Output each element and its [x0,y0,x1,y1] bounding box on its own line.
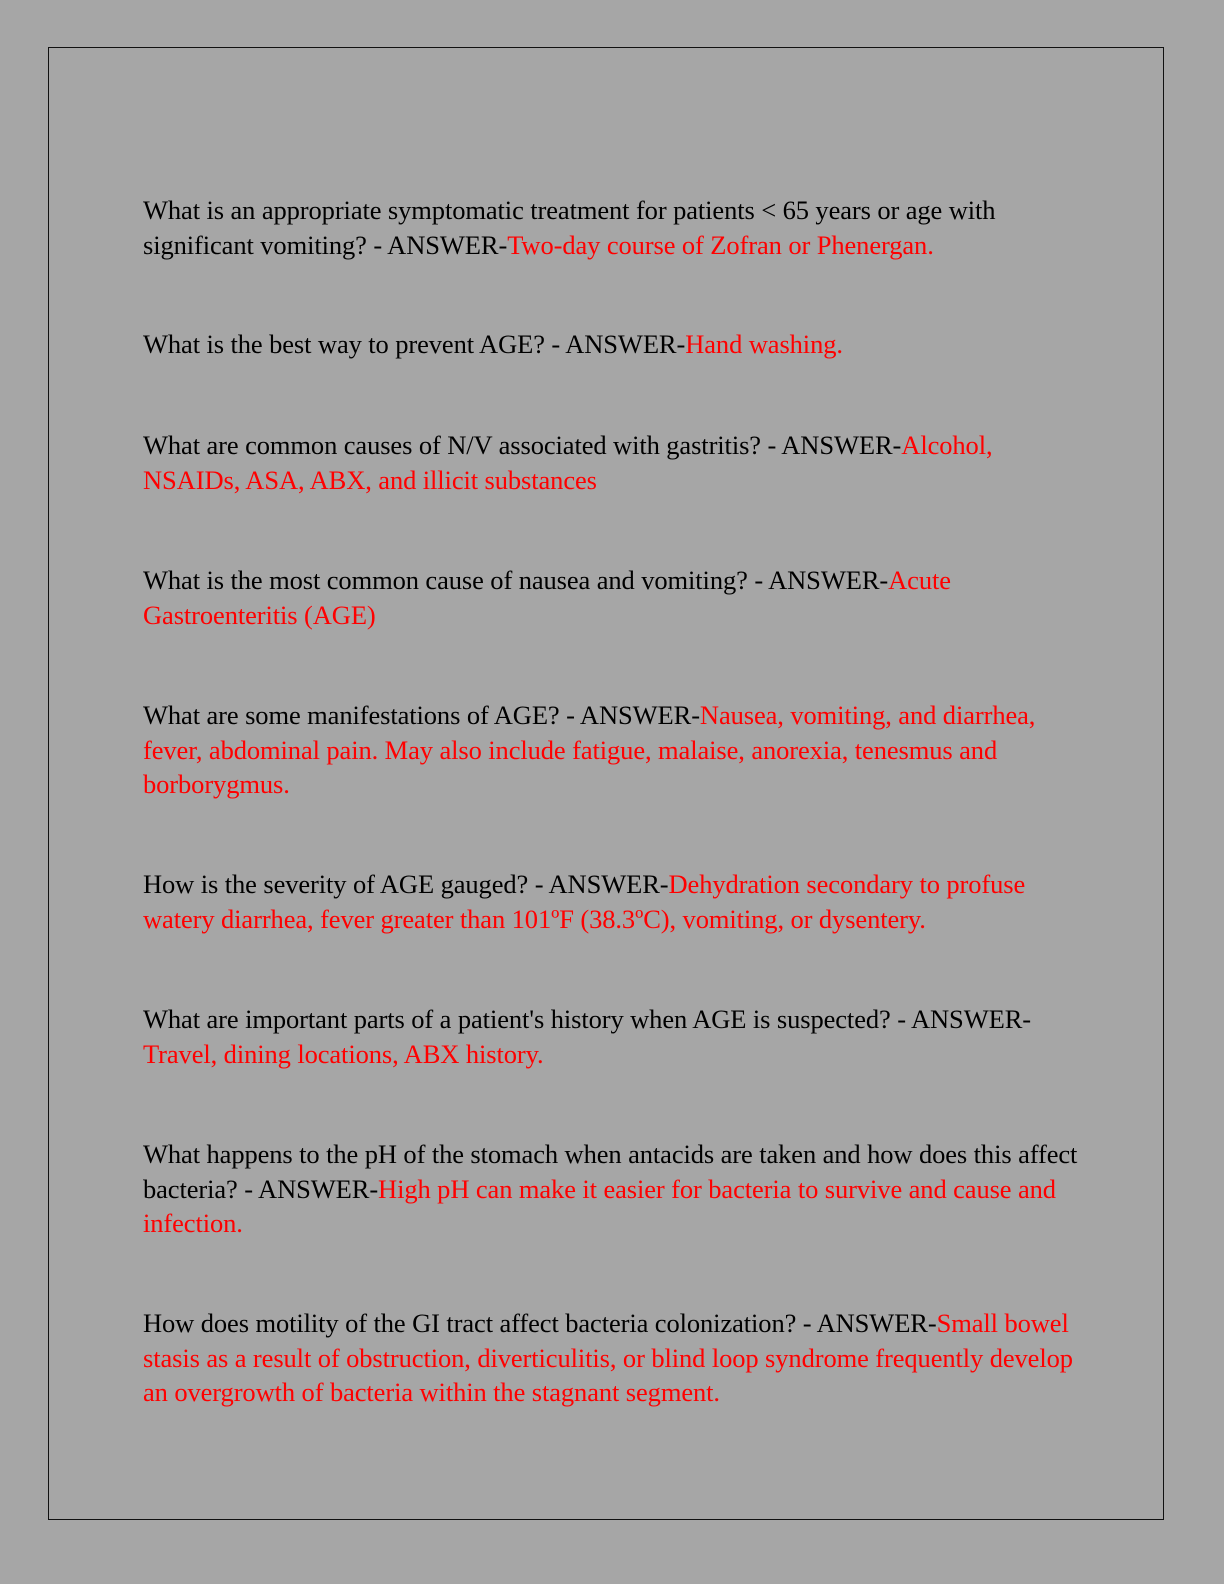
qa-item [143,1306,1078,1410]
answer-text: Travel, dining locations, ABX history. [143,1038,544,1069]
question-text: What is an appropriate symptomatic treatment for patients < 65 years or age with significant vomiting? [143,195,996,260]
question-text: What are important parts of a patient's history when AGE is suspected? [143,1004,891,1034]
answer-separator: - ANSWER- [237,1173,379,1204]
qa-item [143,1137,1078,1241]
answer-text: Two-day course of Zofran or Phenergan. [507,229,934,260]
qa-item [143,428,1078,497]
answer-text: Hand washing. [685,329,843,359]
answer-text: Dehydration secondary to profuse watery diarrhea, fever greater than 101ºF (38.3ºC), vomiting, or dysentery. [143,869,1026,934]
question-text: How does motility of the GI tract affect bacteria colonization? [143,1308,797,1338]
qa-item [143,327,1078,362]
answer-separator: - ANSWER- [544,329,686,359]
answer-text: Nausea, vomiting, and diarrhea, fever, abdominal pain. May also include fatigue, malaise, anorexia, tenesmus and borborygmus. [143,700,1036,799]
answer-separator: - ANSWER- [747,565,889,595]
answer-separator: - ANSWER- [528,869,669,899]
answer-text: Acute Gastroenteritis (AGE) [143,565,951,630]
answer-separator: - ANSWER- [366,229,508,260]
question-text: What are common causes of N/V associated with gastritis? [143,430,761,460]
qa-item [143,563,1078,632]
answer-separator: - ANSWER- [890,1004,1031,1034]
qa-item [143,867,1078,936]
question-text: What happens to the pH of the stomach when antacids are taken and how does this affect bacteria? [143,1139,1078,1204]
question-text: How is the severity of AGE gauged? [143,869,529,899]
answer-text: Alcohol, NSAIDs, ASA, ABX, and illicit substances [143,430,993,495]
question-text: What is the most common cause of nausea and vomiting? [143,565,748,595]
answer-text: High pH can make it easier for bacteria to survive and cause and infection. [143,1173,1056,1238]
qa-item [143,193,1078,262]
answer-text: Small bowel stasis as a result of obstruction, diverticulitis, or blind loop syndrome frequently develop an overgrowth of bacteria within the stagnant segment. [143,1308,1073,1407]
answer-separator: - ANSWER- [760,430,902,460]
answer-separator: - ANSWER- [559,700,700,730]
answer-separator: - ANSWER- [796,1308,937,1338]
qa-item [143,698,1078,802]
qa-item [143,1002,1078,1071]
question-text: What are some manifestations of AGE? [143,700,560,730]
question-text: What is the best way to prevent AGE? [143,329,545,359]
